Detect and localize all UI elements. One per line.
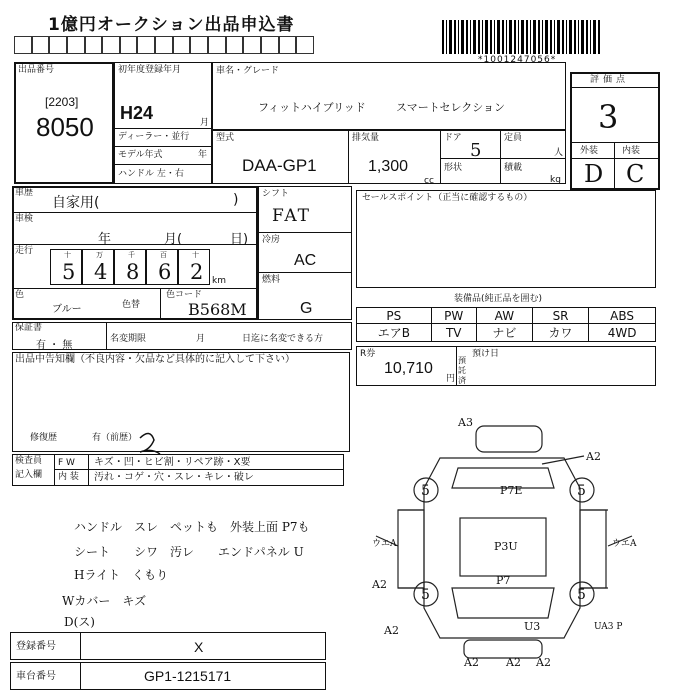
first-reg-year: H24 [120, 103, 154, 123]
recycle-label: R券 [360, 349, 376, 359]
displacement-unit: cc [424, 176, 434, 186]
color-code: B568M [188, 300, 247, 319]
chassis-label: 車台番号 [16, 671, 56, 682]
handle-label: ハンドル 左・右 [118, 169, 184, 179]
vehicle-name-label: 車名・グレード [216, 66, 280, 76]
shift-value: FAT [272, 206, 312, 226]
ac-value: AC [294, 252, 317, 269]
equipment-item: エアB [357, 324, 432, 342]
legend-fw: F W [58, 458, 75, 468]
grade-label: 評価点 [590, 75, 630, 85]
equipment-item: 4WD [589, 324, 656, 342]
mileage-digit: 4 [94, 260, 108, 284]
fuel-value: G [300, 300, 313, 317]
doors-label: ドア [444, 133, 462, 143]
ac-label: 冷房 [262, 235, 281, 245]
lot-sub-number: [2203] [45, 95, 79, 109]
damage-a2-right: A2 [586, 450, 601, 463]
doors-value: 5 [470, 140, 482, 161]
shift-label: シフト [262, 189, 290, 199]
equipment-item: ABS [589, 308, 656, 324]
damage-a2-bottom: A2 [536, 656, 551, 669]
name-change-label: 名変期限 [110, 334, 147, 344]
plate-row [10, 632, 326, 660]
damage-p7e: P7E [500, 484, 523, 497]
name-change-note: 日迄に名変できる方 [242, 334, 324, 344]
inspection-year: 年 [98, 232, 112, 247]
damage-a2-left: A2 [372, 578, 387, 591]
color-label: 色 [15, 290, 25, 300]
damage-a3: A3 [458, 416, 473, 429]
mileage-small-unit: 十 [192, 251, 199, 259]
vehicle-name: フィットハイブリッド [258, 101, 366, 114]
month-unit: 月 [200, 118, 210, 128]
report-box [12, 352, 350, 452]
equipment-table [356, 307, 656, 342]
repair-label: 修復歴 [30, 433, 58, 443]
displacement-label: 排気量 [352, 133, 380, 143]
capacity-unit: 人 [554, 148, 564, 158]
note-line: Wカバー キズ [62, 594, 147, 608]
equipment-item: ナビ [476, 324, 532, 342]
tire-mark: 5 [577, 587, 586, 603]
color-value: ブルー [52, 304, 82, 315]
plate-label: 登録番号 [16, 641, 56, 652]
plate-value: X [194, 639, 204, 655]
mileage-digit: 8 [126, 260, 140, 284]
usage-close: ) [233, 192, 239, 208]
form-title: 1億円オークション出品申込書 [48, 15, 295, 35]
recycle-unit: 円 [446, 374, 456, 384]
note-line: ハンドル スレ ペットも 外装上面 P7も [74, 520, 310, 534]
note-line: D(ス) [64, 615, 95, 629]
usage-value: 自家用( [52, 195, 100, 211]
exterior-grade: D [584, 160, 604, 188]
equipment-label: 装備品(純正品を囲む) [454, 294, 543, 304]
damage-u-right: ウエA [612, 539, 637, 549]
displacement-value: 1,300 [368, 158, 409, 175]
equipment-item: AW [476, 308, 532, 324]
color-code-label: 色コード [166, 290, 203, 300]
chassis-value: GP1-1215171 [144, 668, 232, 684]
repair-value: 有（前歴） [92, 433, 138, 443]
legend-codes-2: 汚れ・コゲ・穴・スレ・キレ・破レ [94, 472, 254, 483]
records-label: 保証書 [15, 323, 43, 333]
model-value: DAA-GP1 [242, 156, 317, 175]
mileage-small-unit: 千 [128, 251, 135, 259]
capacity-label: 定員 [504, 133, 523, 143]
mileage-digit: 5 [62, 260, 76, 284]
equipment-item: PS [357, 308, 432, 324]
damage-u3: U3 [524, 620, 541, 633]
recycle-deposit: 預託済 [458, 356, 466, 385]
model-year-label: モデル年式 [118, 150, 163, 160]
loading-label: 積載 [504, 163, 523, 173]
damage-a2-bottom-left: A2 [384, 624, 399, 637]
damage-p7-rear: P7 [496, 574, 511, 587]
mileage-small-unit: 十 [64, 251, 71, 259]
name-change-unit: 月 [196, 334, 206, 344]
model-label: 型式 [216, 133, 235, 143]
inspection-month: 月( [164, 232, 183, 247]
sales-point-label: セールスポイント（正当に確認するもの） [362, 193, 533, 203]
mileage-digit: 6 [158, 260, 172, 284]
damage-a2-bottom: A2 [506, 656, 521, 669]
year-unit: 年 [198, 150, 208, 160]
legend-label-2: 記入欄 [15, 470, 43, 480]
grade-score: 3 [598, 98, 619, 136]
equipment-item: TV [431, 324, 476, 342]
sales-point-box [356, 190, 656, 288]
mileage-digit: 2 [190, 260, 204, 284]
checkbox-row [14, 36, 314, 54]
exterior-label: 外装 [580, 146, 599, 156]
recycle-amount: 10,710 [384, 360, 433, 377]
mileage-unit: km [212, 276, 226, 286]
lot-label: 出品番号 [18, 65, 55, 75]
tire-mark: 5 [421, 483, 430, 499]
damage-u-left: ウエA [372, 539, 397, 549]
lot-number: 8050 [36, 112, 94, 142]
interior-label: 内装 [622, 146, 641, 156]
mileage-small-unit: 百 [160, 251, 167, 259]
vehicle-grade: スマートセレクション [396, 101, 506, 114]
header [48, 10, 388, 35]
tire-mark: 5 [577, 483, 586, 499]
mileage-small-unit: 万 [96, 251, 103, 259]
loading-unit: kg [550, 175, 561, 185]
records-value: 有 ・ 無 [36, 340, 73, 351]
damage-p3u: P3U [494, 540, 518, 553]
shape-label: 形状 [444, 163, 463, 173]
note-line: Hライト くもり [74, 568, 169, 582]
mileage-digits [50, 249, 210, 285]
interior-grade: C [626, 160, 645, 188]
report-label: 出品中告知欄（不良内容・欠品など具体的に記入して下さい） [15, 354, 295, 365]
usage-label: 車歴 [15, 188, 34, 198]
barcode [442, 20, 602, 54]
damage-ua3p: UA3 P [594, 622, 623, 632]
legend-codes-1: キズ・凹・ヒビ割・リペア跡・X要 [94, 457, 251, 468]
mileage-label: 走行 [15, 246, 34, 256]
note-line: シート シワ 汚レ エンドパネル U [74, 545, 304, 559]
legend-in: 内 装 [58, 472, 79, 482]
damage-a2-bottom: A2 [464, 656, 479, 669]
barcode-number: *1001247056* [478, 55, 557, 65]
inspection-label: 車検 [15, 214, 34, 224]
legend-label-1: 検査員 [15, 456, 43, 466]
equipment-item: カワ [532, 324, 588, 342]
inspection-day: 日) [230, 232, 249, 247]
fuel-label: 燃料 [262, 275, 281, 285]
equipment-item: PW [431, 308, 476, 324]
equipment-item: SR [532, 308, 588, 324]
tire-mark: 5 [421, 587, 430, 603]
first-reg-label: 初年度登録年月 [118, 65, 182, 75]
dealer-label: ディーラー・並行 [118, 132, 190, 142]
color-change-label: 色替 [122, 300, 141, 310]
recycle-date: 預け日 [472, 349, 500, 359]
